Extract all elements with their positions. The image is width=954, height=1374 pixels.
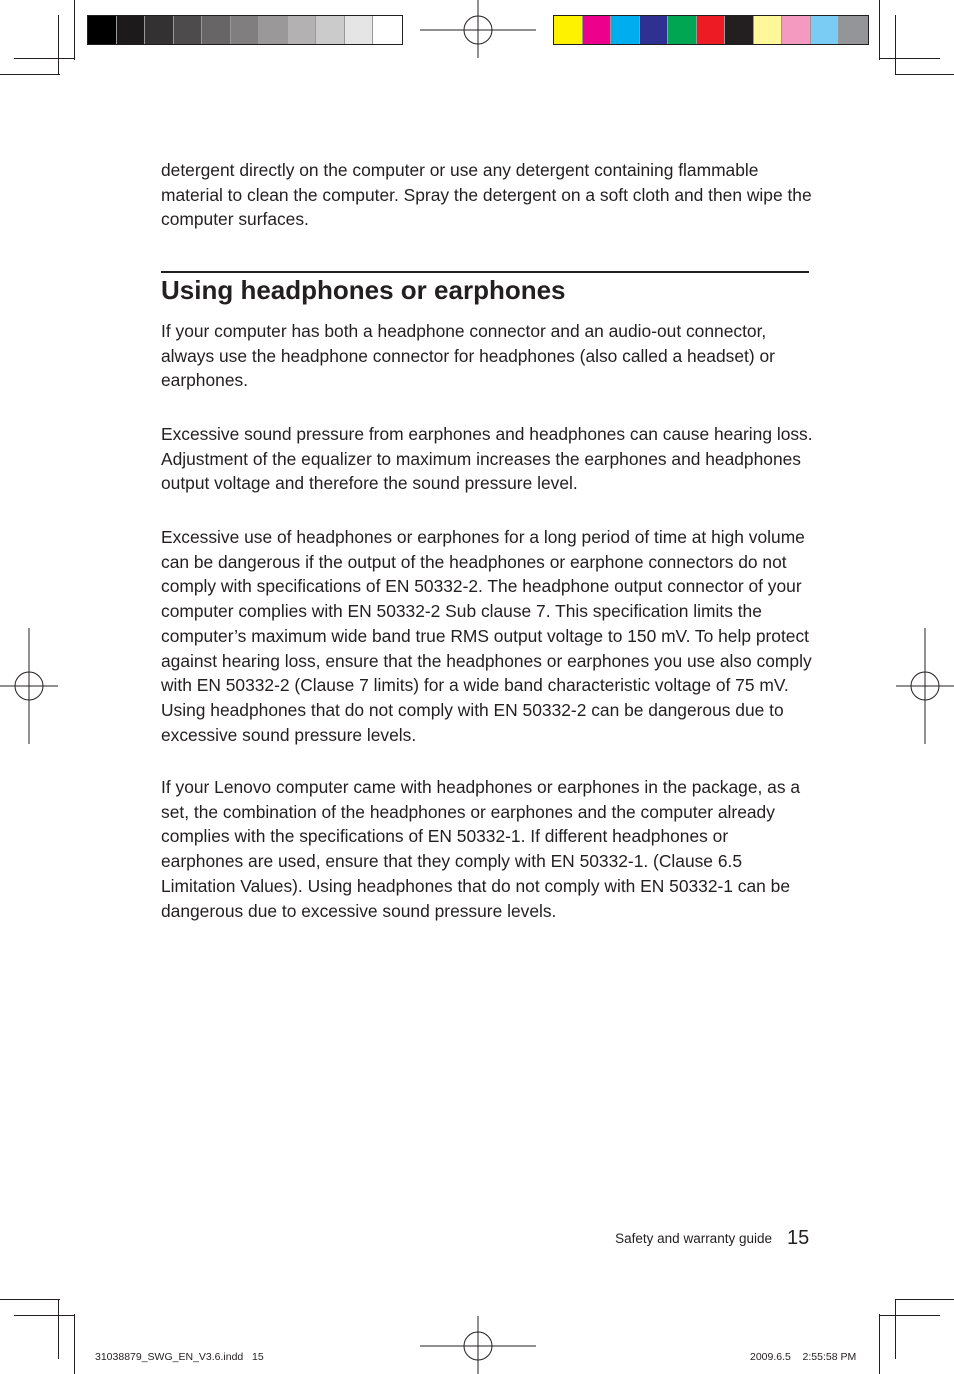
color-swatch: [288, 16, 317, 44]
registration-mark-left: [0, 628, 60, 744]
crop-mark: [895, 1299, 896, 1359]
crop-mark: [0, 1299, 60, 1300]
registration-mark-bottom: [420, 1316, 536, 1374]
crop-mark: [895, 1299, 954, 1300]
color-swatch: [145, 16, 174, 44]
process-color-bar: [553, 15, 869, 45]
color-swatch: [668, 16, 697, 44]
footer-guide-title: Safety and warranty guide: [615, 1231, 772, 1246]
color-swatch: [640, 16, 669, 44]
crop-mark: [14, 58, 74, 59]
crop-mark: [14, 1315, 74, 1316]
crop-mark: [74, 1314, 75, 1374]
color-swatch: [725, 16, 754, 44]
color-swatch: [554, 16, 583, 44]
paragraph-sound-pressure: Excessive sound pressure from earphones and headphones can cause hearing loss. Adjustment of the equalizer to maximum increases the earphones and headphones output voltage and therefore the sound pressure level.: [161, 424, 813, 494]
crop-mark: [74, 0, 75, 60]
color-swatch: [259, 16, 288, 44]
slug-timestamp: 2009.6.5 2:55:58 PM: [750, 1351, 857, 1363]
section-heading: Using headphones or earphones: [161, 271, 809, 306]
registration-mark-top: [420, 0, 536, 60]
registration-mark-right: [895, 628, 954, 744]
crop-mark: [58, 1299, 59, 1359]
slug-filename: 31038879_SWG_EN_V3.6.indd 15: [95, 1351, 264, 1363]
color-swatch: [611, 16, 640, 44]
color-swatch: [345, 16, 374, 44]
color-swatch: [583, 16, 612, 44]
color-swatch: [782, 16, 811, 44]
paragraph-en50332-1: If your Lenovo computer came with headphones or earphones in the package, as a set, the combination of the headphones or earphones and the computer already complies with the specifications of EN 50332-1. If different headphones or earphones are used, ensure that they comply with EN 50332-1. (Clause 6.5 Limitation Values). Using headphones that do not comply with EN 50332-1 can be dangerous due to excessive sound pressure levels.: [161, 777, 801, 921]
paragraph-headphone-connector: If your computer has both a headphone connector and an audio-out connector, always use the headphone connector for headphones (also called a headset) or earphones.: [161, 321, 775, 391]
color-swatch: [373, 16, 402, 44]
page-number: 15: [787, 1227, 810, 1249]
color-swatch: [202, 16, 231, 44]
color-swatch: [316, 16, 345, 44]
crop-mark: [895, 15, 896, 75]
crop-mark: [0, 74, 60, 75]
crop-mark: [880, 58, 940, 59]
color-swatch: [754, 16, 783, 44]
color-swatch: [117, 16, 146, 44]
grayscale-color-bar: [87, 15, 403, 45]
intro-paragraph: detergent directly on the computer or use any detergent containing flammable material to clean the computer. Spray the detergent on a soft cloth and then wipe the computer surfaces.: [161, 160, 812, 230]
crop-mark: [895, 74, 954, 75]
color-swatch: [697, 16, 726, 44]
color-swatch: [88, 16, 117, 44]
color-swatch: [174, 16, 203, 44]
color-swatch: [811, 16, 840, 44]
color-swatch: [231, 16, 260, 44]
color-swatch: [839, 16, 868, 44]
crop-mark: [58, 15, 59, 75]
crop-mark: [879, 1314, 880, 1374]
crop-mark: [879, 0, 880, 60]
paragraph-en50332-2: Excessive use of headphones or earphones for a long period of time at high volume can be dangerous if the output of the headphones or earphone connectors do not comply with specifications of EN 50332-2. The headphone output connector of your computer complies with EN 50332-2 Sub clause 7. This specification limits the computer’s maximum wide band true RMS output voltage to 150 mV. To help protect against hearing loss, ensure that the headphones or earphones you use also comply with EN 50332-2 (Clause 7 limits) for a wide band characteristic voltage of 75 mV. Using headphones that do not comply with EN 50332-2 can be dangerous due to excessive sound pressure levels.: [161, 527, 812, 745]
crop-mark: [880, 1315, 940, 1316]
